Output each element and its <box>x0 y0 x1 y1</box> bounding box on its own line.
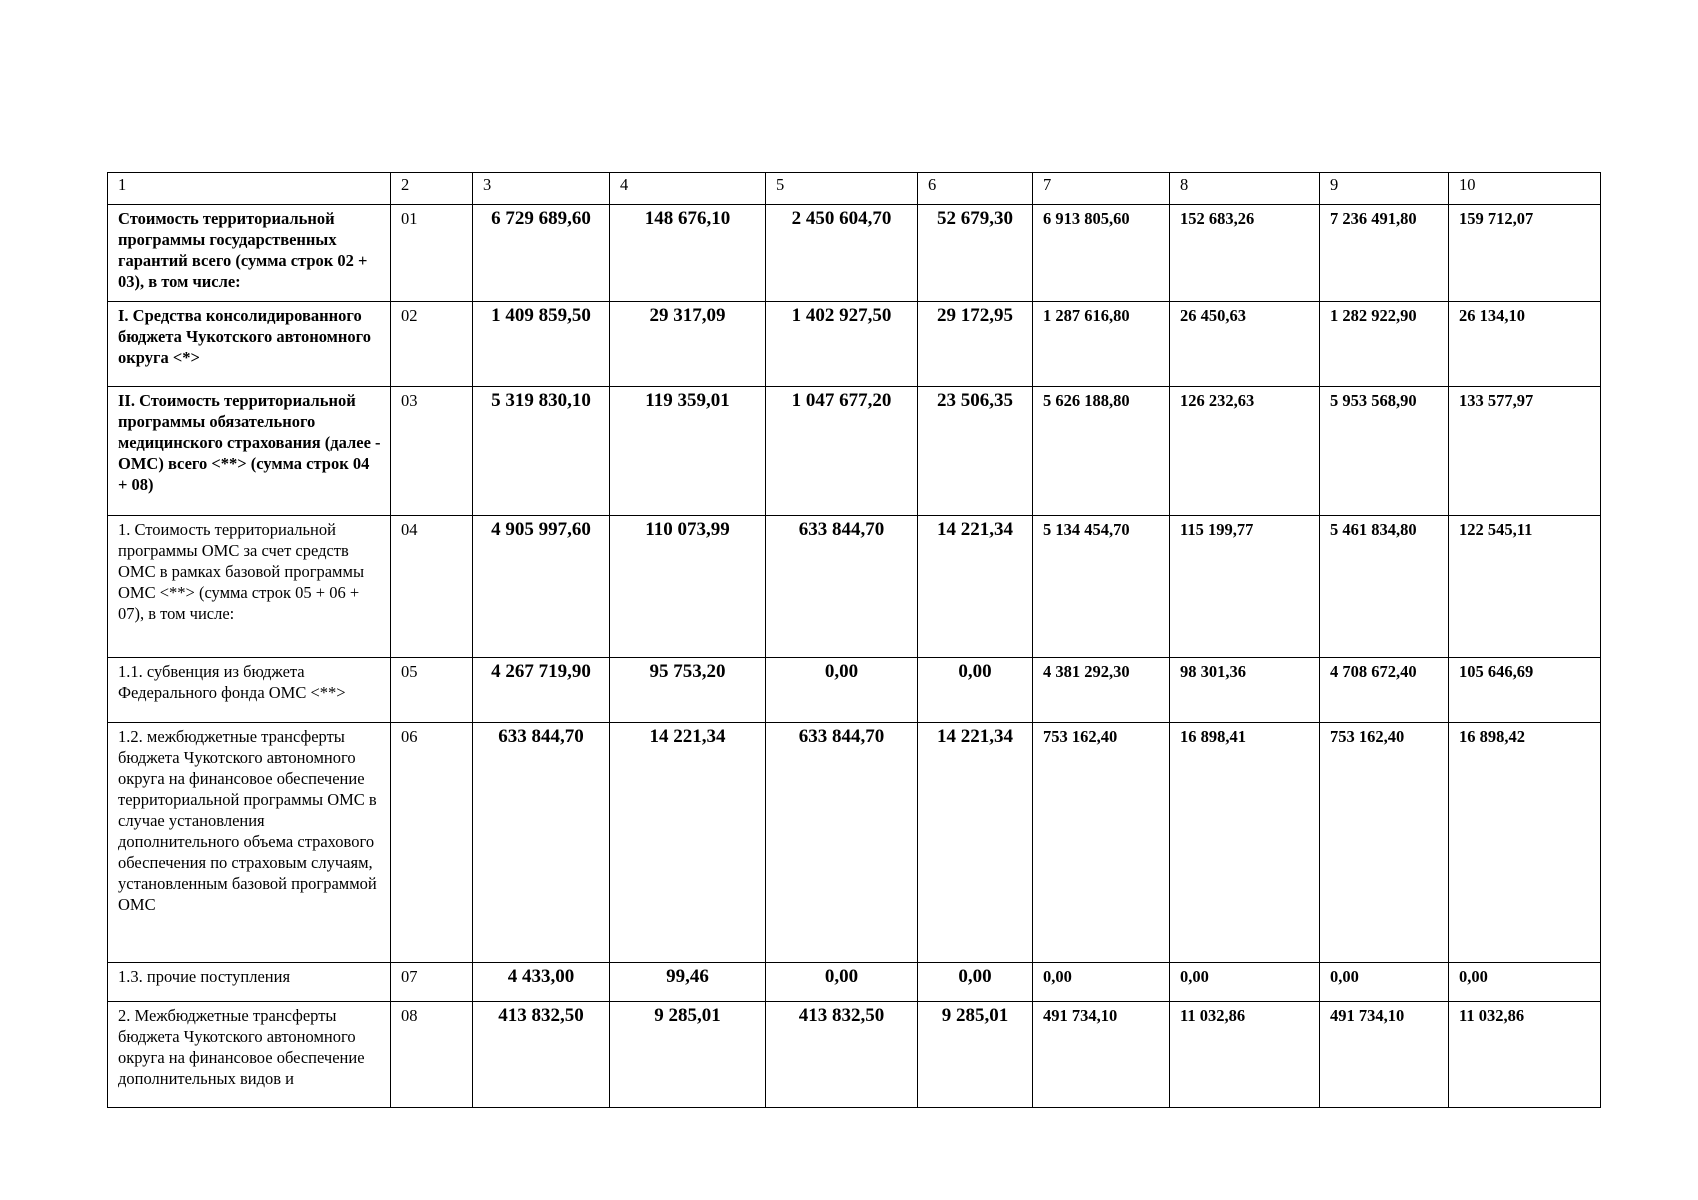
table-row <box>108 516 1601 658</box>
value-cell: 2 450 604,70 <box>766 205 918 302</box>
value-cell: 4 267 719,90 <box>473 658 610 723</box>
value-cell: 115 199,77 <box>1170 516 1320 658</box>
value-cell: 14 221,34 <box>610 723 766 963</box>
value-cell: 29 317,09 <box>610 302 766 387</box>
row-code: 04 <box>391 516 473 658</box>
value-cell: 16 898,41 <box>1170 723 1320 963</box>
value-cell: 4 708 672,40 <box>1320 658 1449 723</box>
value-cell: 14 221,34 <box>918 516 1033 658</box>
value-cell: 16 898,42 <box>1449 723 1601 963</box>
row-code: 03 <box>391 387 473 516</box>
value-cell: 119 359,01 <box>610 387 766 516</box>
header-cell: 3 <box>473 173 610 205</box>
budget-table <box>107 172 1601 1108</box>
header-cell: 10 <box>1449 173 1601 205</box>
header-cell: 7 <box>1033 173 1170 205</box>
value-cell: 5 626 188,80 <box>1033 387 1170 516</box>
value-cell: 4 905 997,60 <box>473 516 610 658</box>
value-cell: 5 953 568,90 <box>1320 387 1449 516</box>
value-cell: 105 646,69 <box>1449 658 1601 723</box>
table-row <box>108 1002 1601 1108</box>
value-cell: 491 734,10 <box>1320 1002 1449 1108</box>
row-label: 1.2. межбюджетные трансферты бюджета Чукотского автономного округа на финансовое обеспечение территориальной программы ОМС в случае установления дополнительного объема страхового обеспечения по страховым случаям, установленным базовой программой ОМС <box>108 723 391 963</box>
header-cell: 4 <box>610 173 766 205</box>
row-label: 1.1. субвенция из бюджета Федерального фонда ОМС <**> <box>108 658 391 723</box>
value-cell: 98 301,36 <box>1170 658 1320 723</box>
value-cell: 4 381 292,30 <box>1033 658 1170 723</box>
row-code: 08 <box>391 1002 473 1108</box>
value-cell: 753 162,40 <box>1320 723 1449 963</box>
value-cell: 95 753,20 <box>610 658 766 723</box>
row-label: Стоимость территориальной программы государственных гарантий всего (сумма строк 02 + 03), в том числе: <box>108 205 391 302</box>
value-cell: 0,00 <box>766 963 918 1002</box>
value-cell: 0,00 <box>918 658 1033 723</box>
value-cell: 413 832,50 <box>473 1002 610 1108</box>
value-cell: 6 729 689,60 <box>473 205 610 302</box>
value-cell: 7 236 491,80 <box>1320 205 1449 302</box>
value-cell: 0,00 <box>1033 963 1170 1002</box>
value-cell: 6 913 805,60 <box>1033 205 1170 302</box>
value-cell: 11 032,86 <box>1449 1002 1601 1108</box>
row-code: 05 <box>391 658 473 723</box>
row-label: 1.3. прочие поступления <box>108 963 391 1002</box>
value-cell: 26 450,63 <box>1170 302 1320 387</box>
value-cell: 5 319 830,10 <box>473 387 610 516</box>
value-cell: 148 676,10 <box>610 205 766 302</box>
row-label: 2. Межбюджетные трансферты бюджета Чукотского автономного округа на финансовое обеспечение дополнительных видов и <box>108 1002 391 1108</box>
value-cell: 1 402 927,50 <box>766 302 918 387</box>
table-row <box>108 302 1601 387</box>
header-cell: 5 <box>766 173 918 205</box>
value-cell: 753 162,40 <box>1033 723 1170 963</box>
table-row <box>108 658 1601 723</box>
value-cell: 52 679,30 <box>918 205 1033 302</box>
value-cell: 9 285,01 <box>918 1002 1033 1108</box>
value-cell: 0,00 <box>918 963 1033 1002</box>
table-row <box>108 963 1601 1002</box>
value-cell: 133 577,97 <box>1449 387 1601 516</box>
value-cell: 99,46 <box>610 963 766 1002</box>
value-cell: 11 032,86 <box>1170 1002 1320 1108</box>
value-cell: 0,00 <box>1449 963 1601 1002</box>
row-label: II. Стоимость территориальной программы обязательного медицинского страхования (далее - ОМС) всего <**> (сумма строк 04 + 08) <box>108 387 391 516</box>
value-cell: 1 282 922,90 <box>1320 302 1449 387</box>
table-row <box>108 723 1601 963</box>
header-cell: 1 <box>108 173 391 205</box>
value-cell: 633 844,70 <box>766 723 918 963</box>
header-cell: 9 <box>1320 173 1449 205</box>
header-cell: 6 <box>918 173 1033 205</box>
value-cell: 0,00 <box>766 658 918 723</box>
value-cell: 5 134 454,70 <box>1033 516 1170 658</box>
value-cell: 633 844,70 <box>766 516 918 658</box>
table-row <box>108 205 1601 302</box>
value-cell: 110 073,99 <box>610 516 766 658</box>
row-code: 02 <box>391 302 473 387</box>
value-cell: 152 683,26 <box>1170 205 1320 302</box>
value-cell: 1 047 677,20 <box>766 387 918 516</box>
value-cell: 14 221,34 <box>918 723 1033 963</box>
header-row <box>108 173 1601 205</box>
header-cell: 2 <box>391 173 473 205</box>
value-cell: 633 844,70 <box>473 723 610 963</box>
row-code: 06 <box>391 723 473 963</box>
value-cell: 413 832,50 <box>766 1002 918 1108</box>
table-row <box>108 387 1601 516</box>
value-cell: 126 232,63 <box>1170 387 1320 516</box>
value-cell: 9 285,01 <box>610 1002 766 1108</box>
row-code: 01 <box>391 205 473 302</box>
header-cell: 8 <box>1170 173 1320 205</box>
value-cell: 491 734,10 <box>1033 1002 1170 1108</box>
value-cell: 4 433,00 <box>473 963 610 1002</box>
value-cell: 122 545,11 <box>1449 516 1601 658</box>
value-cell: 159 712,07 <box>1449 205 1601 302</box>
value-cell: 1 287 616,80 <box>1033 302 1170 387</box>
value-cell: 5 461 834,80 <box>1320 516 1449 658</box>
value-cell: 29 172,95 <box>918 302 1033 387</box>
value-cell: 0,00 <box>1170 963 1320 1002</box>
row-label: I. Средства консолидированного бюджета Чукотского автономного округа <*> <box>108 302 391 387</box>
value-cell: 1 409 859,50 <box>473 302 610 387</box>
value-cell: 23 506,35 <box>918 387 1033 516</box>
value-cell: 26 134,10 <box>1449 302 1601 387</box>
row-label: 1. Стоимость территориальной программы ОМС за счет средств ОМС в рамках базовой программы ОМС <**> (сумма строк 05 + 06 + 07), в том числе: <box>108 516 391 658</box>
row-code: 07 <box>391 963 473 1002</box>
value-cell: 0,00 <box>1320 963 1449 1002</box>
